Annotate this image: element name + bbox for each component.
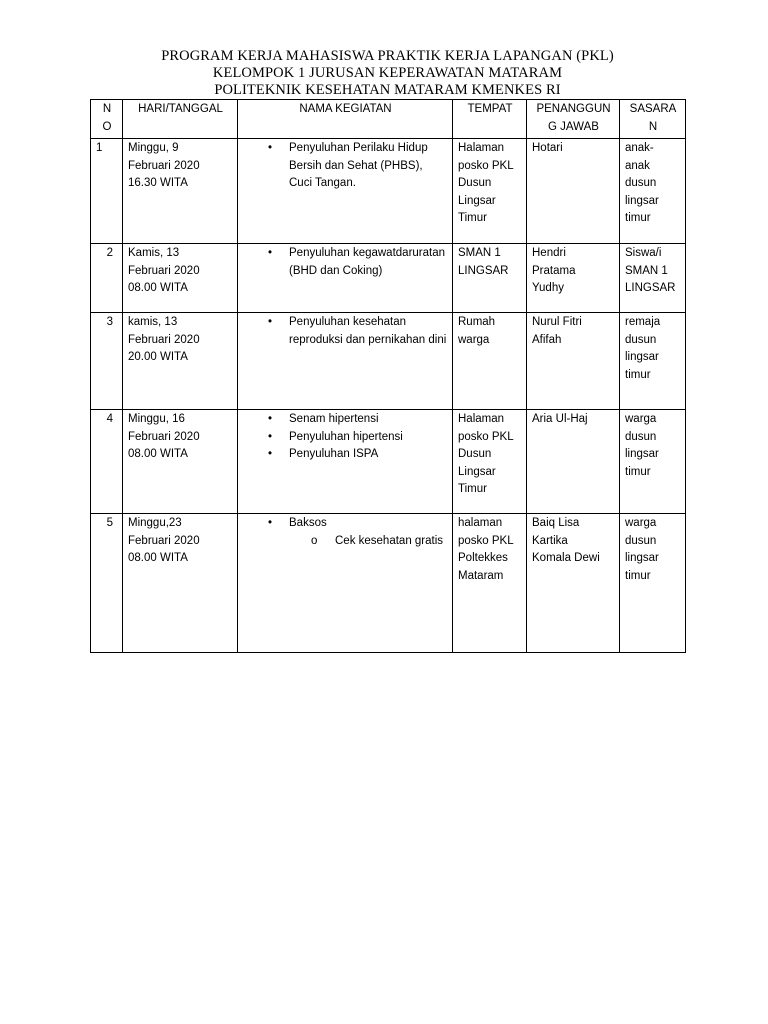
activity-list: [243, 515, 448, 550]
header-activity: NAMA KEGIATAN: [238, 100, 453, 139]
activity-list: [243, 245, 448, 280]
cell-place: Rumah warga: [453, 313, 527, 410]
cell-pic: Hotari: [527, 139, 620, 244]
cell-target: warga dusun lingsar timur: [620, 514, 686, 653]
activity-list: [243, 314, 448, 349]
header-no: N O: [91, 100, 123, 139]
cell-date: Kamis, 13 Februari 2020 08.00 WITA: [123, 244, 238, 313]
title-line-2: KELOMPOK 1 JURUSAN KEPERAWATAN MATARAM: [212, 65, 563, 81]
cell-no: 4: [91, 410, 123, 514]
activity-item: • Penyuluhan kegawatdaruratan (BHD dan Coking): [243, 245, 448, 280]
activity-item: • Penyuluhan Perilaku Hidup Bersih dan Sehat (PHBS), Cuci Tangan.: [243, 140, 448, 193]
activity-list: [243, 140, 448, 193]
table-row: [91, 514, 686, 653]
cell-pic: Nurul Fitri Afifah: [527, 313, 620, 410]
cell-target: Siswa/i SMAN 1 LINGSAR: [620, 244, 686, 313]
table-header-row: [91, 100, 686, 139]
cell-activity: [238, 313, 453, 410]
cell-activity: [238, 410, 453, 514]
header-date: HARI/TANGGAL: [123, 100, 238, 139]
cell-place: Halaman posko PKL Dusun Lingsar Timur: [453, 410, 527, 514]
table-row: [91, 244, 686, 313]
header-pic: PENANGGUN G JAWAB: [527, 100, 620, 139]
cell-target: warga dusun lingsar timur: [620, 410, 686, 514]
activity-list: [243, 411, 448, 464]
title-line-1: PROGRAM KERJA MAHASISWA PRAKTIK KERJA LAPANGAN (PKL): [161, 48, 614, 64]
cell-activity: [238, 514, 453, 653]
document-title: [90, 48, 685, 99]
activity-item: • Penyuluhan kesehatan reproduksi dan pernikahan dini: [243, 314, 448, 349]
activity-item-label: Baksos: [289, 517, 327, 529]
header-target: SASARA N: [620, 100, 686, 139]
activity-item: • Senam hipertensi: [243, 411, 448, 429]
table-row: [91, 313, 686, 410]
sub-activity-list: [289, 533, 448, 551]
cell-no: 3: [91, 313, 123, 410]
work-program-table: [90, 99, 686, 653]
cell-date: kamis, 13 Februari 2020 20.00 WITA: [123, 313, 238, 410]
sub-activity-item: o Cek kesehatan gratis: [289, 533, 448, 551]
table-row: [91, 139, 686, 244]
cell-pic: Baiq Lisa Kartika Komala Dewi: [527, 514, 620, 653]
cell-no: 2: [91, 244, 123, 313]
header-place: TEMPAT: [453, 100, 527, 139]
cell-date: Minggu,23 Februari 2020 08.00 WITA: [123, 514, 238, 653]
activity-item: • Penyuluhan hipertensi: [243, 429, 448, 447]
cell-place: halaman posko PKL Poltekkes Mataram: [453, 514, 527, 653]
cell-activity: [238, 244, 453, 313]
title-line-3: POLITEKNIK KESEHATAN MATARAM KMENKES RI: [214, 82, 561, 98]
cell-no: 5: [91, 514, 123, 653]
cell-date: Minggu, 16 Februari 2020 08.00 WITA: [123, 410, 238, 514]
cell-place: Halaman posko PKL Dusun Lingsar Timur: [453, 139, 527, 244]
cell-target: remaja dusun lingsar timur: [620, 313, 686, 410]
cell-pic: Hendri Pratama Yudhy: [527, 244, 620, 313]
cell-no: 1: [91, 139, 123, 244]
cell-activity: [238, 139, 453, 244]
cell-date: Minggu, 9 Februari 2020 16.30 WITA: [123, 139, 238, 244]
activity-item: [243, 515, 448, 550]
cell-place: SMAN 1 LINGSAR: [453, 244, 527, 313]
cell-pic: Aria Ul-Haj: [527, 410, 620, 514]
activity-item: • Penyuluhan ISPA: [243, 446, 448, 464]
table-row: [91, 410, 686, 514]
cell-target: anak- anak dusun lingsar timur: [620, 139, 686, 244]
